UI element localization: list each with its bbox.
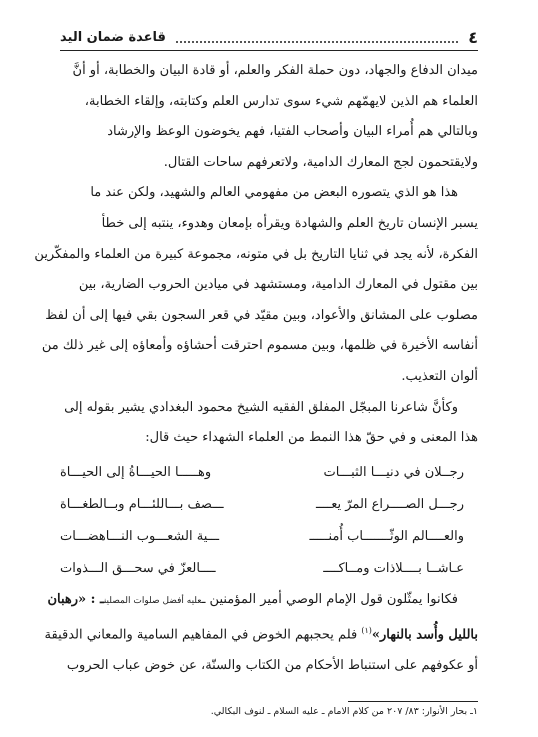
running-title: قاعدة ضمان اليد bbox=[60, 30, 166, 45]
text-line: هذا هو الذي يتصوره البعض من مفهومي العالم والشهيد، ولكن عند ما bbox=[90, 185, 458, 201]
header-dotted-leader bbox=[176, 41, 458, 43]
page-number: ٤ bbox=[468, 28, 478, 47]
verse-second-hemistich: ـــية الشعـــوب النـــاهضـــات bbox=[60, 529, 220, 545]
verse-second-hemistich: ـــصف بـــاللئـــام وبــالطغـــاة bbox=[60, 497, 224, 513]
verse-second-hemistich: وهـــــا الحيـــاةُ إلى الحيـــاة bbox=[60, 465, 212, 481]
verse-first-hemistich: رجـــل الصــــراع المرّ يعــــ bbox=[316, 497, 464, 513]
text-line: ميدان الدفاع والجهاد، دون حملة الفكر والعلم، أو قادة البيان والخطابة، أو أنَّ bbox=[72, 63, 478, 78]
text-line bbox=[47, 585, 478, 617]
poem-verse bbox=[60, 489, 478, 521]
verse-first-hemistich: رجــلان في دنيـــا الثبـــات bbox=[323, 465, 464, 481]
paragraph-1 bbox=[60, 56, 478, 178]
paragraph-4 bbox=[44, 585, 478, 682]
verse-first-hemistich: والعــــالم الوثّـــــــاب أُمنـــــ bbox=[309, 529, 464, 545]
header-rule bbox=[60, 50, 478, 51]
text-line bbox=[44, 616, 478, 651]
text-line: مصلوب على المشانق والأعواد، وبين مقيّد في قعر السجون بقي فيها إلى أن لفظ bbox=[45, 307, 478, 323]
verse-first-hemistich: عـاشــا بــــلاذات ومــاكــــ bbox=[323, 561, 464, 577]
poem-verse bbox=[60, 521, 478, 553]
quote-text: بالليل وأُسد بالنهار» bbox=[371, 627, 478, 643]
poem-verse bbox=[60, 457, 478, 489]
text-line: بين مقتول في المعارك الدامية، ومستشهد في ميادين الحروب الضارية، بين bbox=[78, 277, 478, 293]
text-line: يسبر الإنسان تاريخ العلم والشهادة ويقرأه بإمعان وهدوء، ينتبه إلى خطأ bbox=[101, 215, 478, 231]
page-body bbox=[34, 56, 478, 682]
text-line: ولايقتحمون لجج المعارك الدامية، ولاتعرفهم ساحات القتال. bbox=[163, 154, 478, 170]
blessing-phrase: عليه أفضل صلوات المصلين bbox=[103, 595, 202, 606]
footnote-reference[interactable]: (١) bbox=[361, 626, 372, 636]
paragraph-2 bbox=[34, 178, 478, 392]
text-line: وبالتالي هم أُمراء البيان وأصحاب الفتيا، فهم يخوضون الوعظ والإرشاد bbox=[107, 124, 478, 140]
footnote: ١ـ بحار الأنوار: ٨٣/ ٢٠٧ من كلام الامام ـ عليه السلام ـ لنوف البكالي. bbox=[210, 706, 478, 717]
text-line: أنفاسه الأخيرة في ظلمها، وبين مسموم احترقت أحشاؤه وأمعاؤه إلى غير ذلك من bbox=[41, 338, 478, 354]
footnote-rule bbox=[348, 701, 478, 702]
text-line: ألوان التعذيب. bbox=[401, 368, 478, 384]
text-segment: فكانوا يمثّلون قول الإمام الوصي أمير المؤمنين ـ bbox=[201, 591, 458, 607]
poem-verse bbox=[60, 553, 478, 585]
text-line: أو عكوفهم على استنباط الأحكام من الكتاب والسنّة، عن خوض عباب الحروب bbox=[66, 658, 478, 674]
text-line: هذا المعنى و في حقّ هذا النمط من العلماء الشهداء حيث قال: bbox=[145, 430, 478, 446]
paragraph-3 bbox=[60, 393, 478, 454]
text-line: العلماء هم الذين لايهمّهم شيء سوى تدارس العلم وكتابته، وإلقاء الخطابة، bbox=[84, 93, 478, 109]
text-line: وكأنَّ شاعرنا المبجّل المفلق الفقيه الشيخ محمود البغدادي يشير بقوله إلى bbox=[64, 399, 458, 415]
quote-open: ـ : «رهبان bbox=[47, 591, 104, 607]
page-header bbox=[60, 24, 478, 48]
text-segment: فلم يحجبهم الخوض في المفاهيم السامية والمعاني الدقيقة bbox=[44, 627, 362, 643]
verse-second-hemistich: ــــالعزّ في سحـــق الـــذوات bbox=[60, 561, 216, 577]
poem bbox=[60, 457, 478, 585]
text-line: الفكرة، لأنه يجد في ثنايا التاريخ بل في متونه، مجموعة كبيرة من العلماء والمفكّرين bbox=[34, 246, 478, 262]
